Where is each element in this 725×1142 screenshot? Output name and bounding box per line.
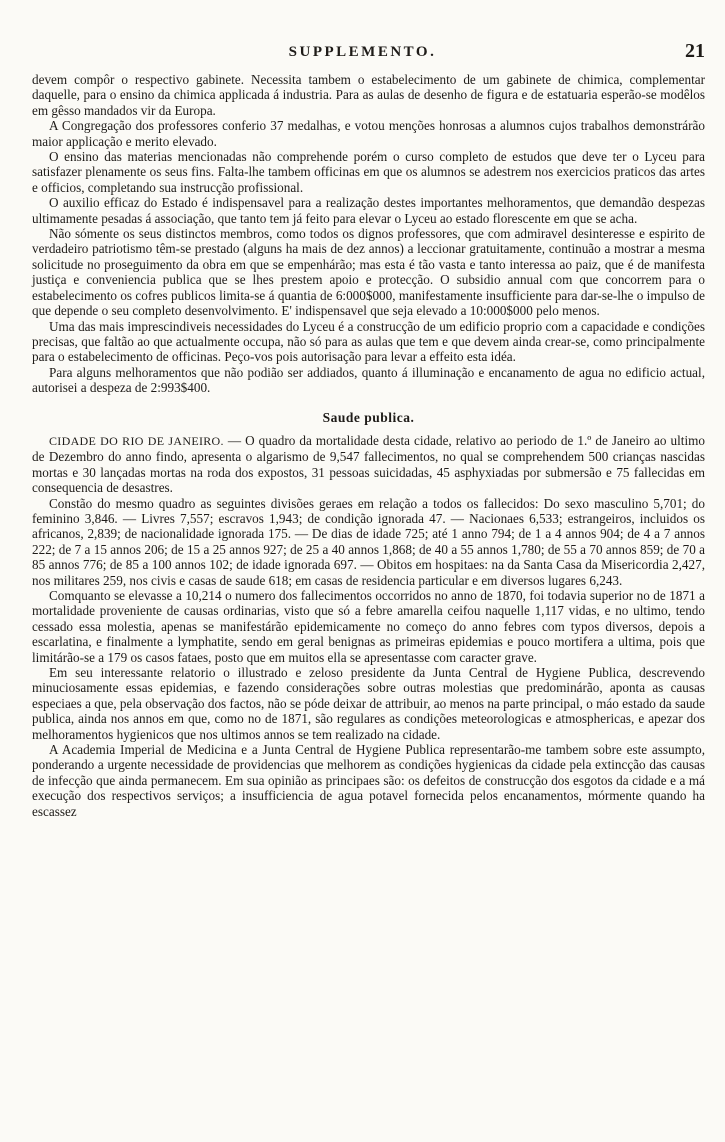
paragraph: A Academia Imperial de Medicina e a Junta Central de Hygiene Publica representarão-me tambem sobre este assumpto, ponderando a urgente necessidade de providencias que melhorem as condições hygienicas da cidade pela extincção das causas de infecção que ainda permanecem. Em sua opinião as principaes são: os defeitos de construcção dos esgotos da cidade e a má execução dos respectivos serviços; a insufficiencia de agua potavel fornecida pelos encanamentos, mórmente quando ha escassez (32, 742, 705, 819)
running-title: SUPPLEMENTO. (288, 44, 437, 60)
paragraph: Não sómente os seus distinctos membros, como todos os dignos professores, que com admiravel desinteresse e espirito de verdadeiro patriotismo têm-se prestado (alguns ha mais de dez annos) a leccionar gratuitamente, continuão a mostrar a mesma solicitude no proseguimento da obra em que se empenhárão; mas esta é tão vasta e tanto interessa ao paiz, que é de manifesta justiça e conveniencia publica que se lhes prestem apoio e protecção. O subsidio annual com que concorrem para o estabelecimento os cofres publicos limita-se á quantia de 6:000$000, manifestamente insufficiente para dar-se-lhe o impulso de que depende o seu completo desenvolvimento. E' indispensavel que seja elevado a 10:000$000 pelo menos. (32, 226, 705, 319)
paragraph: Em seu interessante relatorio o illustrado e zeloso presidente da Junta Central de Hygiene Publica, descrevendo minuciosamente essas epidemias, e fazendo considerações sobre outras molestias que predominárão, aponta as causas especiaes a que, pela observação dos factos, não se póde deixar de attribuir, ao menos na parte principal, o máo estado da saude publica, ainda nos annos em que, como no de 1871, são regulares as condições meteorologicas e atmosphericas, e apezar dos melhoramentos hygienicos que nos ultimos annos se tem realizado na cidade. (32, 665, 705, 742)
paragraph: Comquanto se elevasse a 10,214 o numero dos fallecimentos occorridos no anno de 1870, foi todavia superior no de 1871 a mortalidade proveniente de causas ordinarias, visto que só a febre amarella ceifou naquelle 1,117 vidas, e no ultimo, tendo cessado essa molestia, apenas se manifestárão epidemicamente no começo do anno febres com typos diversos, depois a escarlatina, e finalmente a lymphatite, sendo em geral benignas as primeiras epidemias e pouco mortifera a ultima, pois que limitárão-se a 179 os casos fataes, posto que em muitos ella se apresentasse com caracter grave. (32, 588, 705, 665)
paragraph: devem compôr o respectivo gabinete. Necessita tambem o estabelecimento de um gabinete de chimica, complementar daquelle, para o ensino da chimica applicada á industria. Para as aulas de desenho de figura e de estatuaria esperão-se modêlos em gêsso mandados vir da Europa. (32, 72, 705, 118)
place-name: CIDADE DO RIO DE JANEIRO. (49, 433, 224, 448)
paragraph: A Congregação dos professores conferio 37 medalhas, e votou menções honrosas a alumnos cujos trabalhos demonstrárão maior applicação e merito elevado. (32, 118, 705, 149)
paragraph: O ensino das materias mencionadas não comprehende porém o curso completo de estudos que deve ter o Lyceu para satisfazer plenamente os seus fins. Falta-lhe tambem officinas em que os alumnos se adestrem nos exercicios praticos das artes e officios, completando sua instrucção profissional. (32, 149, 705, 195)
paragraph: O auxilio efficaz do Estado é indispensavel para a realização destes importantes melhoramentos, que demandão despezas ultimamente pesadas á associação, que tanto tem já feito para elevar o Lyceu ao estado florescente em que se acha. (32, 195, 705, 226)
lead-text: — O quadro da mortalidade desta cidade, relativo ao periodo de 1.º de Janeiro ao ultimo de Dezembro do anno findo, apresenta o algarismo de 9,547 fallecimentos, no qual se comprehendem 500 crianças nascidas mortas e 30 lançadas mortas na roda dos expostos, 31 pessoas suicidadas, 45 asphyxiadas por submersão e 75 fallecidas em consequencia de desastres. (32, 432, 705, 496)
paragraph: Constão do mesmo quadro as seguintes divisões geraes em relação a todos os fallecidos: Do sexo masculino 5,701; do feminino 3,846. — Livres 7,557; escravos 1,943; de condição ignorada 47. — Nacionaes 6,533; estrangeiros, incluidos os africanos, 2,839; de nacionalidade ignorada 175. — De dias de idade 725; até 1 anno 794; de 1 a 4 annos 904; de 4 a 7 annos 222; de 7 a 15 annos 206; de 15 a 25 annos 927; de 25 a 40 annos 1,868; de 40 a 55 annos 1,780; de 55 a 70 annos 859; de 70 a 85 annos 776; de 85 a 100 annos 102; de idade ignorada 697. — Obitos em hospitaes: na da Santa Casa da Misericordia 2,427, nos militares 259, nos civis e casas de saude 618; em casas de residencia particular e em diversos lugares 6,243. (32, 495, 705, 588)
paragraph: Uma das mais imprescindiveis necessidades do Lyceu é a construcção de um edificio proprio com a capacidade e condições precisas, que faltão ao que actualmente occupa, não só para as aulas que tem e que devem ainda crear-se, como principalmente para o estabelecimento de officinas. Peço-vos pois autorisação para levar a effeito esta idéa. (32, 318, 705, 365)
section-heading: Saude publica. (322, 409, 415, 425)
page-number: 21 (685, 40, 705, 62)
paragraph: Para alguns melhoramentos que não podião ser addiados, quanto á illuminação e encanamento de agua no edificio actual, autorisei a despeza de 2:993$400. (32, 364, 705, 396)
section-lead-paragraph (32, 433, 705, 496)
body-text (32, 72, 705, 819)
